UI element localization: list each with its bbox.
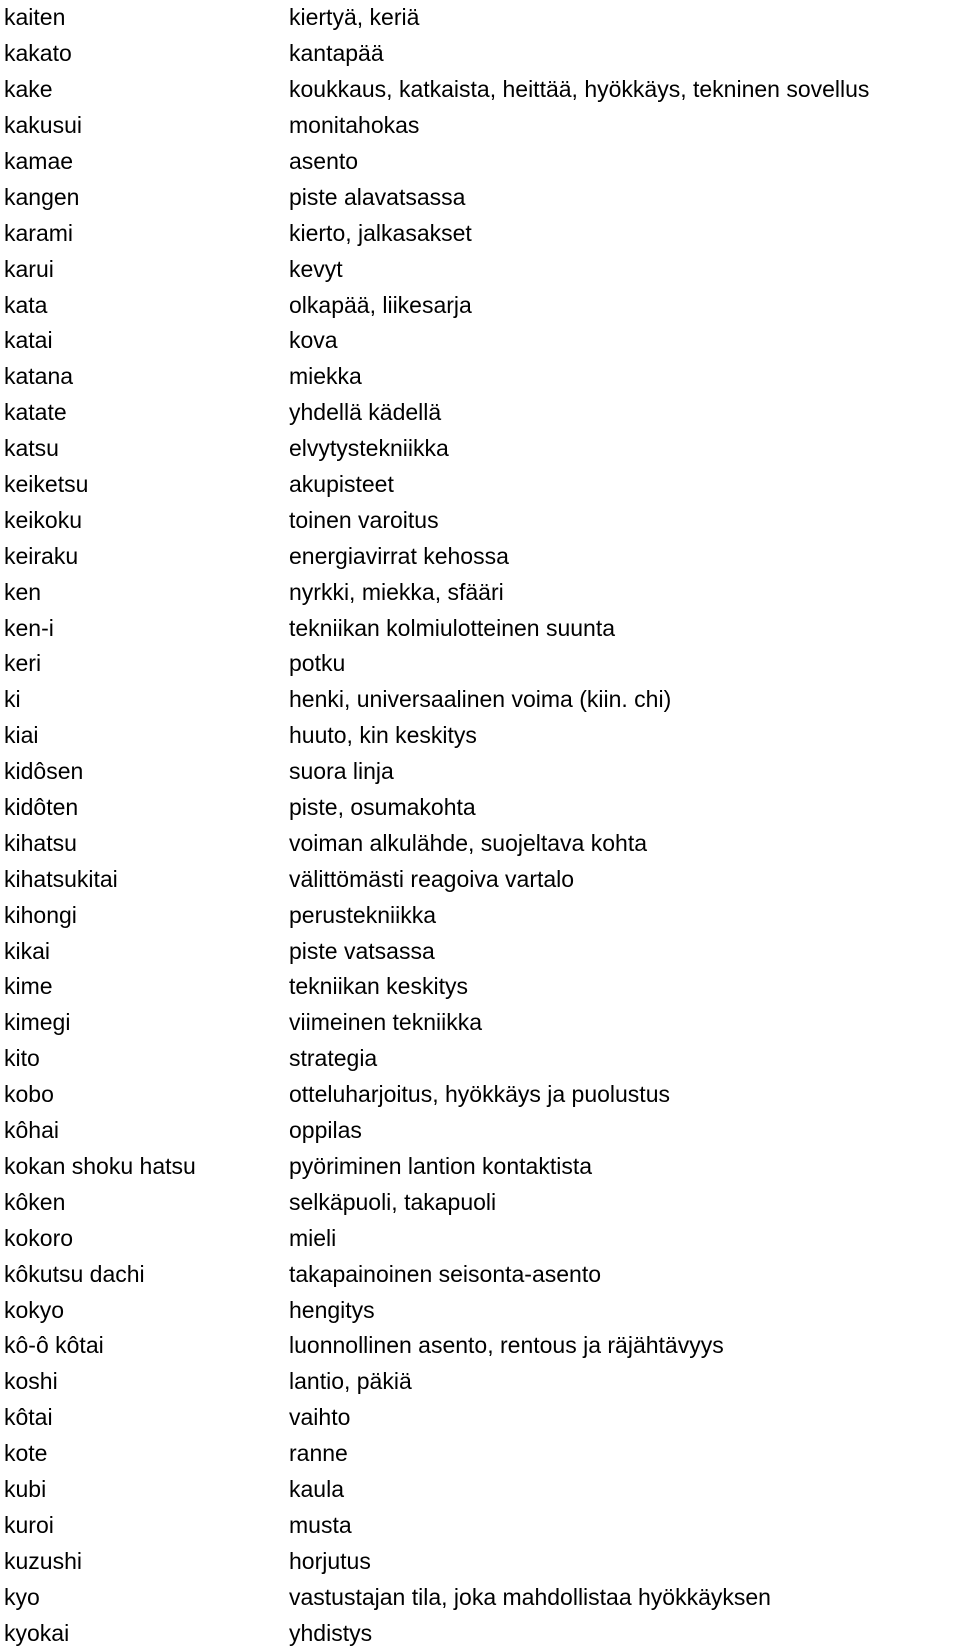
definition-text: toinen varoitus [289,506,439,533]
term-text: kime [4,973,53,1000]
glossary-entry [4,1328,956,1364]
definition-text: piste alavatsassa [289,183,466,210]
glossary-entry [4,1005,956,1041]
definition-text: piste, osumakohta [289,794,476,821]
definition-text: kova [289,327,338,354]
definition-text: energiavirrat kehossa [289,542,509,569]
definition-text: vastustajan tila, joka mahdollistaa hyökkäyksen [289,1583,771,1610]
glossary-entry [4,861,956,897]
glossary-entry [4,1436,956,1472]
definition-text: olkapää, liikesarja [289,291,472,318]
glossary-entry [4,1220,956,1256]
definition-text: monitahokas [289,112,420,139]
glossary-entry [4,0,956,36]
glossary-entry [4,538,956,574]
term-text: kubi [4,1475,47,1502]
glossary-entry [4,897,956,933]
term-text: koshi [4,1368,58,1395]
definition-text: tekniikan kolmiulotteinen suunta [289,614,616,641]
term-text: keiraku [4,542,79,569]
glossary-entry [4,682,956,718]
term-text: kakusui [4,112,82,139]
term-text: kote [4,1440,48,1467]
glossary-entry [4,1041,956,1077]
glossary-entry [4,1543,956,1579]
definition-text: huuto, kin keskitys [289,722,477,749]
glossary-entry [4,502,956,538]
definition-text: yhdellä kädellä [289,399,442,426]
definition-text: elvytystekniikka [289,435,449,462]
term-text: kôken [4,1188,66,1215]
definition-text: nyrkki, miekka, sfääri [289,578,504,605]
definition-text: musta [289,1511,352,1538]
term-text: kito [4,1045,40,1072]
definition-text: hengitys [289,1296,375,1323]
glossary-entry [4,1149,956,1185]
glossary-entry [4,395,956,431]
term-text: kidôsen [4,758,84,785]
glossary-entry [4,825,956,861]
term-text: karui [4,255,54,282]
glossary-entry [4,251,956,287]
term-text: kimegi [4,1009,71,1036]
definition-text: piste vatsassa [289,937,435,964]
term-text: katsu [4,435,59,462]
glossary-entry [4,933,956,969]
term-text: kyo [4,1583,40,1610]
definition-text: koukkaus, katkaista, heittää, hyökkäys, tekninen sovellus [289,76,870,103]
term-text: kihongi [4,901,77,928]
glossary-entry [4,1579,956,1615]
term-text: katana [4,363,74,390]
definition-text: kiertyä, keriä [289,4,420,31]
glossary-entry [4,1077,956,1113]
term-text: kobo [4,1081,54,1108]
term-text: kôhai [4,1117,59,1144]
glossary-entry [4,574,956,610]
term-text: kamae [4,148,74,174]
definition-text: yhdistys [289,1619,373,1646]
glossary-entry [4,287,956,323]
glossary-entry [4,1364,956,1400]
glossary-entry [4,1292,956,1328]
glossary-entry [4,969,956,1005]
term-text: kihatsu [4,829,77,856]
definition-text: viimeinen tekniikka [289,1009,483,1036]
definition-text: mieli [289,1224,337,1251]
definition-text: potku [289,650,346,677]
definition-text: strategia [289,1045,378,1072]
term-text: kyokai [4,1619,70,1646]
definition-text: pyöriminen lantion kontaktista [289,1152,592,1179]
term-text: kôkutsu dachi [4,1260,145,1287]
glossary-entry [4,431,956,467]
glossary-entry [4,646,956,682]
term-text: kô-ô kôtai [4,1332,104,1359]
term-text: keri [4,650,42,677]
glossary-entry [4,1472,956,1508]
term-text: kôtai [4,1404,53,1431]
term-text: ki [4,686,21,713]
definition-text: takapainoinen seisonta-asento [289,1260,602,1287]
definition-text: horjutus [289,1547,371,1574]
definition-text: perustekniikka [289,901,437,928]
glossary-entry [4,467,956,503]
glossary-entry [4,1400,956,1436]
definition-text: kantapää [289,40,384,67]
glossary-entry [4,754,956,790]
definition-text: suora linja [289,758,394,785]
glossary-entry [4,1256,956,1292]
term-text: kuzushi [4,1547,82,1574]
term-text: kiai [4,722,39,749]
term-text: keiketsu [4,471,89,498]
glossary-entry [4,610,956,646]
term-text: kangen [4,183,80,210]
term-text: kokoro [4,1224,74,1251]
definition-text: miekka [289,363,362,390]
glossary-entry [4,144,956,180]
definition-text: ranne [289,1440,348,1467]
glossary-entry [4,36,956,72]
glossary-entry [4,1507,956,1543]
glossary-entry [4,179,956,215]
glossary-list [4,0,956,1651]
definition-text: luonnollinen asento, rentous ja räjähtävyys [289,1332,724,1359]
glossary-entry [4,72,956,108]
term-text: kata [4,291,48,318]
definition-text: kevyt [289,255,343,282]
term-text: kikai [4,937,51,964]
term-text: keikoku [4,506,82,533]
term-text: kokan shoku hatsu [4,1152,196,1179]
definition-text: akupisteet [289,471,394,498]
definition-text: asento [289,148,359,174]
glossary-entry [4,215,956,251]
glossary-entry [4,108,956,144]
definition-text: välittömästi reagoiva vartalo [289,865,575,892]
glossary-entry [4,323,956,359]
term-text: ken [4,578,42,605]
glossary-entry [4,1113,956,1149]
glossary-entry [4,718,956,754]
definition-text: kierto, jalkasakset [289,219,472,246]
term-text: kuroi [4,1511,54,1538]
term-text: kihatsukitai [4,865,118,892]
term-text: kake [4,76,53,103]
glossary-entry [4,790,956,826]
term-text: katate [4,399,67,426]
definition-text: oppilas [289,1117,362,1144]
definition-text: voiman alkulähde, suojeltava kohta [289,829,648,856]
definition-text: selkäpuoli, takapuoli [289,1188,497,1215]
definition-text: lantio, päkiä [289,1368,412,1395]
term-text: katai [4,327,53,354]
term-text: karami [4,219,74,246]
term-text: kokyo [4,1296,65,1323]
definition-text: otteluharjoitus, hyökkäys ja puolustus [289,1081,670,1108]
glossary-entry [4,359,956,395]
definition-text: kaula [289,1475,344,1502]
term-text: kidôten [4,794,79,821]
definition-text: tekniikan keskitys [289,973,468,1000]
definition-text: vaihto [289,1404,351,1431]
term-text: kaiten [4,4,66,31]
glossary-entry [4,1184,956,1220]
term-text: kakato [4,40,72,67]
term-text: ken-i [4,614,54,641]
definition-text: henki, universaalinen voima (kiin. chi) [289,686,672,713]
